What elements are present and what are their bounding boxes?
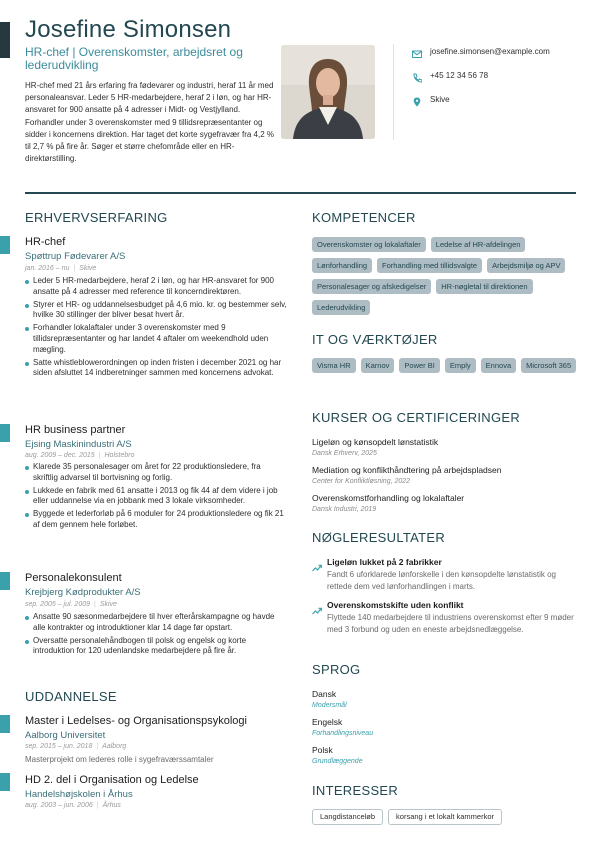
tool-tag: Karnov (361, 358, 395, 373)
job-bullet: Forhandler lokalaftaler under 3 overenskomster med 9 tillidsrepræsentanter og har landet 4 aftaler om weekendhold uden mægling. (25, 323, 287, 355)
profile-summary: HR-chef med 21 års erfaring fra fødevarer og industri, heraf 11 år med personaleansvar. Leder 5 HR-medarbejdere, heraf 2 i løn, og har HR-ansvaret for 900 ansatte på 4 adresser i Midt- og Vestjylland. Forhandler under 3 overenskomster med 9 tillidsrepræsentanter og sidder i koncernens direktion. Har taget det korte sygefravær fra 4,2 % til 2,7 % på fire år. Søger et større chefområde eller en HR-direktørstilling. (25, 81, 275, 164)
job-bullet: Styrer et HR- og uddannelsesbudget på 4,6 mio. kr. og bestemmer selv, hvilke 30 stillinger der bliver besat hvert år. (25, 300, 287, 322)
job-location: Skive (79, 265, 97, 272)
job-location: Holstebro (104, 452, 135, 459)
education-meta: sep. 2015 – jun. 2018 | Aalborg (25, 743, 127, 750)
contact-email-text: josefine.simonsen@example.com (430, 46, 550, 56)
job-dates: sep. 2005 – jul. 2009 (25, 601, 90, 608)
job-bullet: Leder 5 HR-medarbejdere, heraf 2 i løn, og har HR-ansvaret for 900 ansatte på 4 adresser med reference til koncerndirektøren. (25, 276, 287, 298)
skill-tag: Personalesager og afskedigelser (312, 279, 431, 294)
entry-marker (0, 236, 10, 254)
language-level: Modersmål (312, 702, 347, 709)
interest-tag: Langdistanceløb (312, 809, 383, 825)
job-bullet: Lukkede en fabrik med 61 ansatte i 2013 og fik 44 af dem videre i job eller uddannelse via en jobbank med 3 lokale virksomheder. (25, 486, 287, 508)
skill-tag: Arbejdsmiljø og APV (487, 258, 565, 273)
candidate-headline: HR-chef | Overenskomster, arbejdsret og lederudvikling (25, 45, 243, 72)
achievement-description: Fandt 6 uforklarede lønforskelle i den kønsopdelte lønstatistik og rettede dem ved lønforhandlingen i marts. (327, 570, 557, 592)
contact-phone-text: +45 12 34 56 78 (430, 70, 489, 80)
entry-marker (0, 715, 10, 733)
tool-tag: Visma HR (312, 358, 356, 373)
job-bullet: Klarede 35 personalesager om året for 22 produktionsledere, fra skriftlig advarsel til bortvisning og forlig. (25, 462, 287, 484)
education-dates: aug. 2003 – jun. 2006 (25, 802, 93, 809)
entry-marker (0, 424, 10, 442)
course-name: Mediation og konflikthåndtering på arbejdspladsen (312, 465, 502, 475)
course-provider: Center for Konfliktløsning, 2022 (312, 478, 411, 485)
tool-tags (312, 358, 582, 379)
skill-tag: Lederudvikling (312, 300, 370, 315)
job-title: HR business partner (25, 424, 126, 436)
language-name: Engelsk (312, 717, 343, 727)
trend-up-icon (312, 602, 322, 610)
education-note: Masterprojekt om lederes rolle i sygefraværssamtaler (25, 755, 214, 764)
course-name: Overenskomstforhandling og lokalaftaler (312, 493, 465, 503)
job-location: Skive (99, 601, 117, 608)
degree-title: Master i Ledelses- og Organisationspsykologi (25, 715, 247, 727)
section-title-experience: ERHVERVSERFARING (25, 210, 168, 225)
tool-tag: Ennova (481, 358, 516, 373)
job-title: HR-chef (25, 236, 66, 248)
job-employer: Ejsing Maskinindustri A/S (25, 439, 132, 450)
education-location: Århus (102, 802, 121, 809)
school-name: Aalborg Universitet (25, 730, 106, 741)
education-dates: sep. 2015 – jun. 2018 (25, 743, 93, 750)
school-name: Handelshøjskolen i Århus (25, 789, 133, 800)
skill-tags (312, 237, 582, 321)
job-title: Personalekonsulent (25, 572, 122, 584)
contact-email[interactable] (412, 44, 550, 58)
skill-tag: HR-nøgletal til direktionen (436, 279, 532, 294)
job-employer: Spøttrup Fødevarer A/S (25, 251, 126, 262)
section-title-education: UDDANNELSE (25, 689, 117, 704)
language-level: Forhandlingsniveau (312, 730, 374, 737)
job-bullets (25, 276, 287, 381)
entry-marker (0, 773, 10, 791)
interest-tags (312, 809, 582, 831)
mail-icon (412, 46, 422, 56)
course-provider: Dansk Erhverv, 2025 (312, 450, 377, 457)
job-bullets (25, 462, 287, 533)
job-meta: sep. 2005 – jul. 2009 | Skive (25, 601, 117, 608)
course-name: Ligeløn og kønsopdelt lønstatistik (312, 437, 439, 447)
job-bullets (25, 612, 287, 659)
job-bullet: Byggede et lederforløb på 6 moduler for 24 produktionsledere og fik 21 af dem gennem hele forløbet. (25, 509, 287, 531)
job-meta: jan. 2016 – nu | Skive (25, 265, 97, 272)
section-title-achievements: NØGLERESULTATER (312, 530, 446, 545)
header-divider (393, 44, 394, 140)
section-title-courses: KURSER OG CERTIFICERINGER (312, 410, 521, 425)
job-dates: jan. 2016 – nu (25, 265, 70, 272)
language-name: Polsk (312, 745, 333, 755)
course-provider: Dansk Industri, 2019 (312, 506, 377, 513)
header-accent-bar (0, 22, 10, 58)
tool-tag: Microsoft 365 (521, 358, 576, 373)
tool-tag: Emply (445, 358, 476, 373)
job-bullet: Ansatte 90 sæsonmedarbejdere til hver efterårskampagne og havde alle kontrakter og introduktioner klar 14 dage før opstart. (25, 612, 287, 634)
section-title-languages: SPROG (312, 662, 361, 677)
profile-photo (281, 45, 375, 139)
achievement-description: Flyttede 140 medarbejdere til industriens overenskomst efter 9 møder med 3 forbund og uden en eneste arbejdsnedlæggelse. (327, 613, 574, 635)
achievement-title: Overenskomstskifte uden konflikt (327, 600, 464, 610)
job-employer: Krejbjerg Kødprodukter A/S (25, 587, 141, 598)
language-name: Dansk (312, 689, 337, 699)
tool-tag: Power BI (399, 358, 439, 373)
entry-marker (0, 572, 10, 590)
skill-tag: Overenskomster og lokalaftaler (312, 237, 426, 252)
job-meta: aug. 2009 – dec. 2015 | Holstebro (25, 452, 135, 459)
interest-tag: korsang i et lokalt kammerkor (388, 809, 502, 825)
location-pin-icon (412, 94, 422, 104)
skill-tag: Lønforhandling (312, 258, 372, 273)
degree-title: HD 2. del i Organisation og Ledelse (25, 774, 199, 786)
candidate-name: Josefine Simonsen (25, 16, 232, 43)
header-rule (25, 192, 576, 194)
phone-icon (412, 70, 422, 80)
section-title-tools: IT OG VÆRKTØJER (312, 332, 438, 347)
job-bullet: Oversatte personalehåndbogen til polsk og engelsk og korte introduktion for 120 udenlandske medarbejdere på fire år. (25, 636, 287, 658)
skill-tag: Ledelse af HR-afdelingen (431, 237, 526, 252)
contact-location (412, 92, 450, 106)
section-title-skills: KOMPETENCER (312, 210, 416, 225)
job-bullet: Satte whistleblowerordningen op inden fristen i december 2021 og har siden afsluttet 14 indberetninger sammen med koncernens advokat. (25, 358, 287, 380)
language-level: Grundlæggende (312, 758, 363, 765)
education-location: Aalborg (102, 743, 127, 750)
skill-tag: Forhandling med tillidsvalgte (377, 258, 482, 273)
contact-location-text: Skive (430, 94, 450, 104)
achievement-title: Ligeløn lukket på 2 fabrikker (327, 557, 442, 567)
job-dates: aug. 2009 – dec. 2015 (25, 452, 95, 459)
contact-phone[interactable] (412, 68, 488, 82)
trend-up-icon (312, 559, 322, 567)
section-title-interests: INTERESSER (312, 783, 399, 798)
education-meta: aug. 2003 – jun. 2006 | Århus (25, 802, 121, 809)
